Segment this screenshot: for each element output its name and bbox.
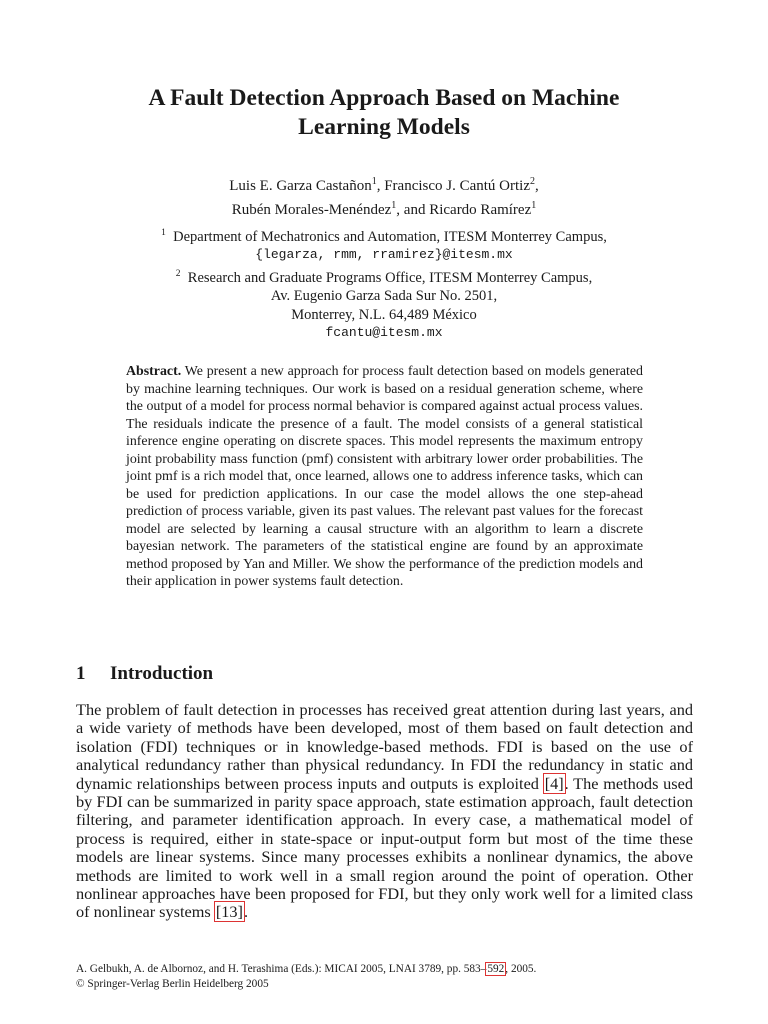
title-line-1: A Fault Detection Approach Based on Machine [148,85,620,111]
affiliation-2-email: fcantu@itesm.mx [325,325,443,341]
author-name: Francisco J. Cantú Ortiz [384,178,531,194]
author-line-1 [60,172,708,196]
affiliations [60,224,708,343]
abstract [126,363,643,591]
affiliation-text: Research and Graduate Programs Office, ITESM Monterrey Campus, [187,269,593,286]
introduction-paragraph [76,701,693,922]
footer-citation [76,962,696,977]
author-affil-marker: 1 [531,200,537,211]
affiliation-2-line-2: Av. Eugenio Garza Sada Sur No. 2501, [270,288,498,305]
affiliation-2-line-3: Monterrey, N.L. 64,489 México [291,306,477,323]
intro-text: . The methods used by FDI can be summarized in parity space approach, state estimation approach, fault detection filtering, and parameter identification approach. In every case, a mathematical model of process is required, either in state-space or input-output form but most of the time these models are linear systems. Since many processes exhibits a nonlinear dynamics, the above methods are limited to work well in a small region around the point of operation. Other nonlinear approaches have been proposed for FDI, but they only work well for a limited class of nonlinear systems [76,773,693,922]
abstract-text: We present a new approach for process fault detection based on models generated by machine learning techniques. Our work is based on a residual generation scheme, where the output of a model for process normal behavior is compared against actual process values. The residuals indicate the presence of a fault. The model consists of a general statistical inference engine operating on discrete spaces. This model represents the maximum entropy joint probability mass function (pmf) consistent with arbitrary lower order probabilities. The joint pmf is a rich model that, once learned, allows one to address inference tasks, which can be used for prediction applications. In our case the model allows the one step-ahead prediction of process variable, given its past values. The relevant past values for the forecast model are selected by learning a causal structure with an algorithm to learn a discrete bayesian network. The parameters of the statistical engine are found by an approximate method proposed by Yan and Miller. We show the performance of the prediction models and their application in power systems fault detection. [126,364,643,589]
author-affil-marker: 2 [530,176,536,187]
intro-text: The problem of fault detection in processes has received great attention during last years, and a wide variety of methods have been developed, most of them based on fault detection and isolation (FDI) techniques or in knowledge-based methods. FDI is based on the use of analytical redundancy rather than physical redundancy. In FDI the redundancy in static and dynamic relationships between process inputs and outputs is exploited [76,700,693,793]
author-name: Luis E. Garza Castañon [229,178,372,194]
affiliation-text: Department of Mechatronics and Automation, ITESM Monterrey Campus, [173,228,607,245]
author-line-2 [60,196,708,220]
affiliation-marker: 2 [175,268,181,279]
affiliation-marker: 1 [161,228,166,238]
section-title: Introduction [110,663,214,684]
author-name: Rubén Morales-Menéndez [231,202,392,218]
footer-text: A. Gelbukh, A. de Albornoz, and H. Terashima (Eds.): MICAI 2005, LNAI 3789, pp. 583– [76,963,487,975]
footer-text: , 2005. [505,963,537,975]
citation-link[interactable]: [13] [215,902,243,922]
affiliation-2-line-1 [60,265,708,287]
author-separator: , and [396,202,430,218]
page-footer [76,962,696,991]
affiliation-1-email: {legarza, rmm, rramirez}@itesm.mx [255,247,513,263]
intro-text: . [243,902,249,922]
title-line-2: Learning Models [298,114,470,140]
affiliation-1-line-1 [60,224,708,246]
section-heading [76,663,213,685]
author-affil-marker: 1 [391,200,397,211]
citation-link[interactable]: [4] [544,773,564,793]
page-link[interactable]: 592 [487,963,505,975]
abstract-label: Abstract. [126,364,182,379]
section-number: 1 [76,663,86,684]
paper-title [60,84,708,142]
author-separator: , [535,178,539,194]
author-name: Ricardo Ramírez [429,202,532,218]
author-list [60,172,708,220]
author-affil-marker: 1 [371,176,377,187]
author-separator: , [376,178,385,194]
footer-copyright: © Springer-Verlag Berlin Heidelberg 2005 [76,977,269,990]
